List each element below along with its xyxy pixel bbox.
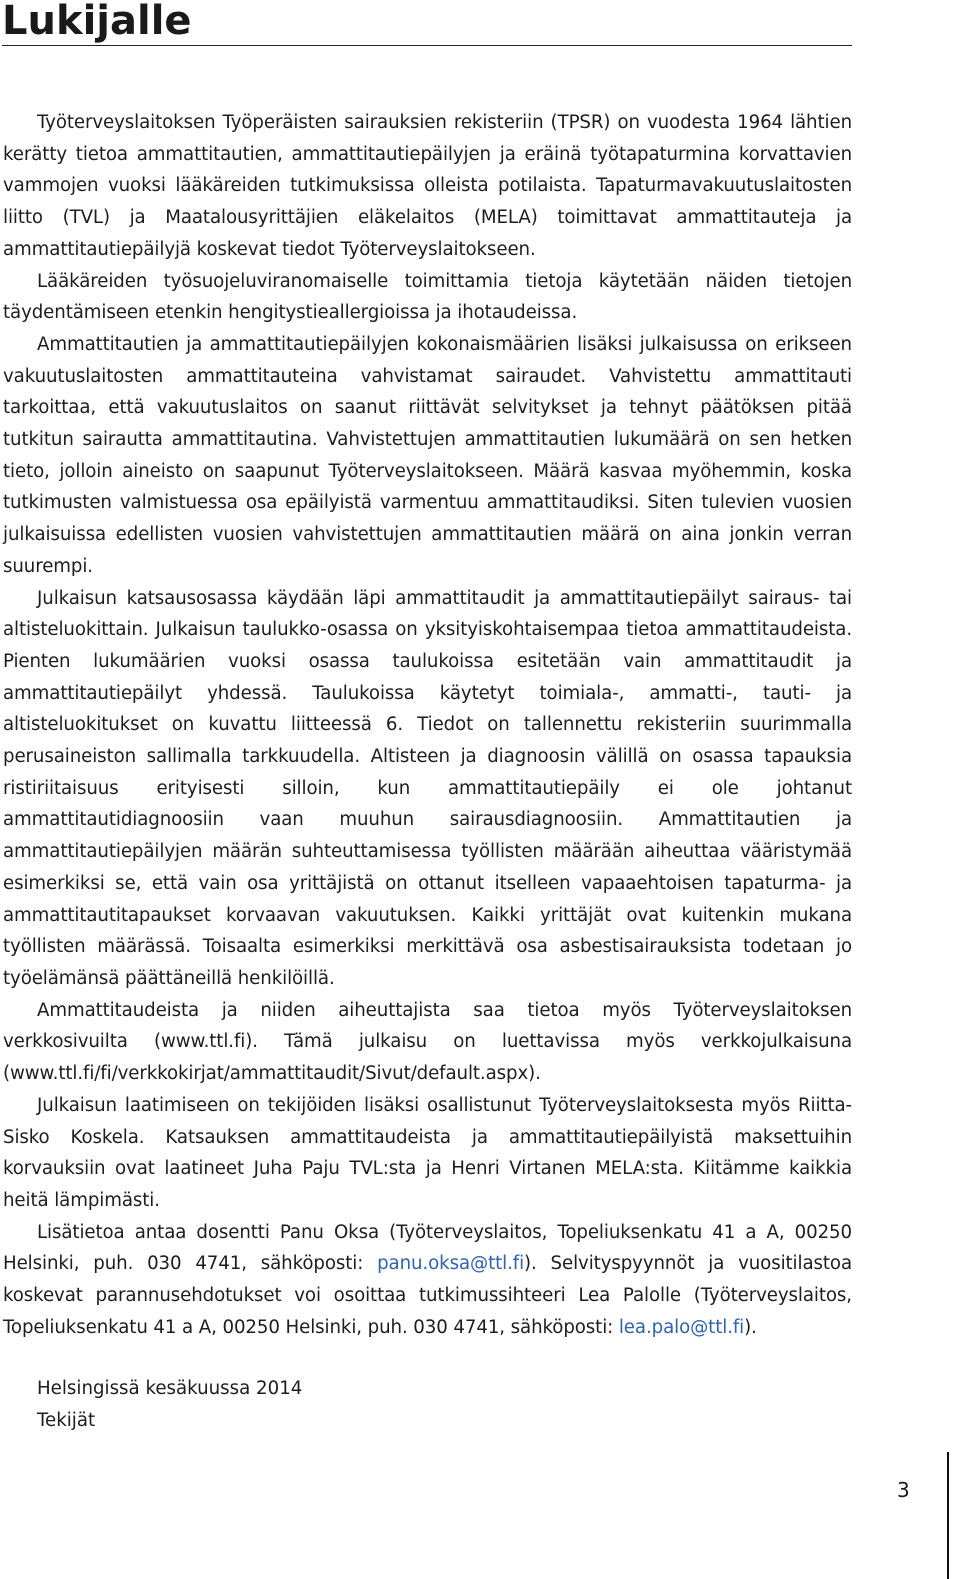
paragraph-text: Ammattitaudeista ja niiden aiheuttajista saa tietoa myös Työterveyslaitoksen verkkosivuilta (www.ttl.fi). Tämä julkaisu on luettavissa myös verkkojulkaisuna (www.ttl.fi/fi/verkkokirjat/ammattitaudit/Sivut/default.aspx). [3, 999, 852, 1085]
page-title: Lukijalle [2, 0, 192, 44]
title-underline [2, 45, 852, 46]
paragraph-text: Julkaisun katsausosassa käydään läpi ammattitaudit ja ammattitautiepäilyt sairaus- tai altisteluokittain. Julkaisun taulukko-osassa on yksityiskohtaisempaa tietoa ammattitaudeista. Pienten lukumäärien vuoksi osassa taulukoissa esitetään vain ammattitaudit ja ammattitautiepäilyt yhdessä. Taulukoissa käytetyt toimiala-, ammatti-, tauti- ja altisteluokitukset on kuvattu liitteessä 6. Tiedot on tallennettu rekisteriin suurimmalla perusaineiston sallimalla tarkkuudella. Altisteen ja diagnoosin välillä on osassa tapauksia ristiriitaisuus erityisesti silloin, kun ammattitautiepäily ei ole johtanut ammattitautidiagnoosiin vaan muuhun sairausdiagnoosiin. Ammattitautien ja ammattitautiepäilyjen määrän suhteuttamisessa työllisten määrään aiheuttaa vääristymää esimerkiksi se, että vain osa yrittäjistä on ottanut itselleen vapaaehtoisen tapaturma- ja ammattitautitapaukset korvaavan vakuutuksen. Kaikki yrittäjät ovat kuitenkin mukana työllisten määrässä. Toisaalta esimerkiksi merkittävä osa asbestisairauksista todetaan jo työelämänsä päättäneillä henkilöillä. [3, 587, 852, 989]
paragraph-text: ). Selvityspyynnöt ja vuositilastoa koskevat parannusehdotukset voi osoittaa tutkimussihteeri Lea Palolle (Työterveyslaitos, Topeliuksenkatu 41 a A, 00250 Helsinki, puh. 030 4741, sähköposti: [3, 1253, 852, 1338]
paragraph-text: Työterveyslaitoksen Työperäisten sairauksien rekisteriin (TPSR) on vuodesta 1964 lähtien kerätty tietoa ammattitautien, ammattitautiepäilyjen ja eräinä työtapaturmina korvattavien vammojen vuoksi lääkäreiden tutkimuksissa olleista potilaista. Tapaturmavakuutuslaitosten liitto (TVL) ja Maatalousyrittäjien eläkelaitos (MELA) toimittavat ammattitauteja ja ammattitautiepäilyjä koskevat tiedot Työterveyslaitokseen. [3, 112, 852, 260]
paragraph [3, 583, 852, 995]
email-link[interactable]: panu.oksa@ttl.fi [377, 1253, 525, 1275]
paragraph [3, 329, 852, 583]
paragraph [3, 995, 852, 1090]
paragraph [3, 1217, 852, 1344]
paragraph-text: Lääkäreiden työsuojeluviranomaiselle toimittamia tietoja käytetään näiden tietojen täydentämiseen etenkin hengitystieallergioissa ja ihotaudeissa. [3, 270, 852, 324]
signature-authors: Tekijät [37, 1409, 96, 1431]
signature-block [37, 1373, 302, 1436]
page-number: 3 [897, 1478, 910, 1502]
paragraph-text: Ammattitautien ja ammattitautiepäilyjen kokonaismäärien lisäksi julkaisussa on erikseen vakuutuslaitosten ammattitauteina vahvistamat sairaudet. Vahvistettu ammattitauti tarkoittaa, että vakuutuslaitos on saanut riittävät selvitykset ja tehnyt päätöksen pitää tutkitun sairautta ammattitautina. Vahvistettujen ammattitautien lukumäärä on sen hetken tieto, jolloin aineisto on saapunut Työterveyslaitokseen. Määrä kasvaa myöhemmin, koska tutkimusten valmistuessa osa epäilyistä varmentuu ammattitaudiksi. Siten tulevien vuosien julkaisuissa edellisten vuosien vahvistettujen ammattitautien määrä on aina jonkin verran suurempi. [3, 333, 852, 577]
paragraph [3, 1090, 852, 1217]
paragraph [3, 266, 852, 329]
signature-place-date: Helsingissä kesäkuussa 2014 [37, 1378, 303, 1399]
paragraph-text: ). [744, 1316, 757, 1338]
body-text [3, 107, 852, 1343]
paragraph-text: Lisätietoa antaa dosentti Panu Oksa (Työterveyslaitos, Topeliuksenkatu 41 a A, 00250 Helsinki, puh. 030 4741, sähköposti: [3, 1221, 852, 1275]
email-link[interactable]: lea.palo@ttl.fi [618, 1316, 745, 1338]
paragraph-text: Julkaisun laatimiseen on tekijöiden lisäksi osallistunut Työterveyslaitoksesta myös Riitta-Sisko Koskela. Katsauksen ammattitaudeista ja ammattitautiepäilyistä maksettuihin korvauksiin ovat laatineet Juha Paju TVL:sta ja Henri Virtanen MELA:sta. Kiitämme kaikkia heitä lämpimästi. [3, 1094, 852, 1211]
page-edge-bar [947, 1452, 949, 1579]
paragraph [3, 107, 852, 266]
